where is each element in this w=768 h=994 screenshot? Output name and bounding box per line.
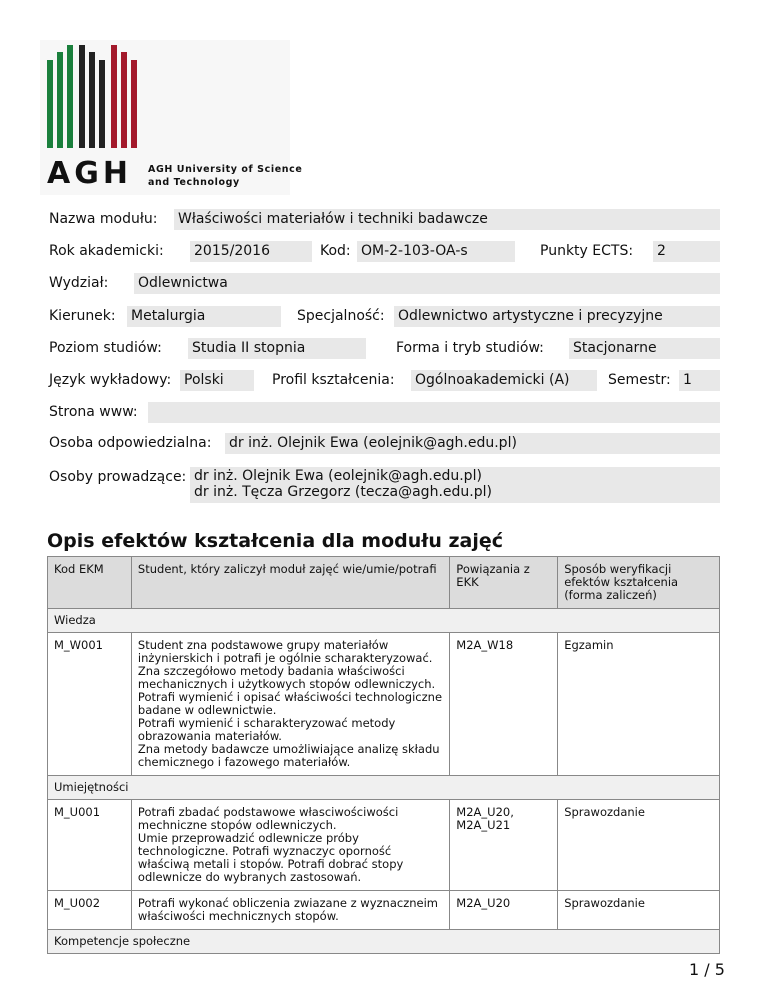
jezyk-label: Język wykładowy: (49, 372, 172, 388)
table-header-row (48, 557, 720, 609)
logo-bar (111, 45, 117, 148)
nazwa-value: Właściwości materiałów i techniki badawcze (174, 209, 720, 230)
semestr-value: 1 (679, 370, 720, 391)
logo-bar (89, 52, 95, 148)
row-method: Sprawozdanie (558, 800, 720, 891)
prowadzacy-1: dr inż. Olejnik Ewa (eolejnik@agh.edu.pl) (194, 468, 482, 484)
logo-bar (121, 52, 127, 148)
semestr-label: Semestr: (608, 372, 671, 388)
poziom-value: Studia II stopnia (188, 338, 366, 359)
effects-table (47, 556, 720, 954)
jezyk-value: Polski (180, 370, 254, 391)
page-number: 1 / 5 (689, 960, 725, 979)
table-header: Student, który zaliczył moduł zajęć wie/umie/potrafi (131, 557, 449, 609)
kod-value: OM-2-103-OA-s (357, 241, 515, 262)
row-code: M_U002 (48, 891, 132, 930)
kierunek-value: Metalurgia (127, 306, 281, 327)
row-ekk: M2A_U20, M2A_U21 (450, 800, 558, 891)
row-ekk: M2A_U20 (450, 891, 558, 930)
prowadzace-label: Osoby prowadzące: (49, 469, 187, 485)
ects-label: Punkty ECTS: (540, 243, 634, 259)
section-label: Umiejętności (48, 776, 720, 800)
table-header: Kod EKM (48, 557, 132, 609)
logo-bar (57, 52, 63, 148)
specjalnosc-value: Odlewnictwo artystyczne i precyzyjne (394, 306, 720, 327)
www-value (148, 402, 720, 423)
logo-subtitle: AGH University of Science and Technology (148, 164, 303, 188)
section-label: Kompetencje społeczne (48, 930, 720, 954)
row-code: M_W001 (48, 633, 132, 776)
row-description: Potrafi zbadać podstawowe własciwościwości mechniczne stopów odlewniczych. Umie przeprowadzić odlewnicze próby technologiczne. Potrafi wyznaczyc oporność właściwą metali i stopów. Potrafi dobrać stopy odlewnicze do wybranych zastosowań. (131, 800, 449, 891)
table-header: Sposób weryfikacji efektów kształcenia (forma zaliczeń) (558, 557, 720, 609)
section-row-wiedza (48, 609, 720, 633)
row-method: Egzamin (558, 633, 720, 776)
logo-bar (131, 60, 137, 148)
profil-value: Ogólnoakademicki (A) (411, 370, 597, 391)
kierunek-label: Kierunek: (49, 308, 116, 324)
logo-text: AGH (47, 156, 132, 191)
logo-bar (99, 60, 105, 148)
logo-bar (67, 45, 73, 148)
forma-label: Forma i tryb studiów: (396, 340, 544, 356)
row-ekk: M2A_W18 (450, 633, 558, 776)
table-header: Powiązania z EKK (450, 557, 558, 609)
prowadzacy-2: dr inż. Tęcza Grzegorz (tecza@agh.edu.pl) (194, 484, 492, 500)
table-row (48, 800, 720, 891)
kod-label: Kod: (320, 243, 351, 259)
nazwa-label: Nazwa modułu: (49, 211, 158, 227)
rok-label: Rok akademicki: (49, 243, 164, 259)
ects-value: 2 (653, 241, 720, 262)
specjalnosc-label: Specjalność: (297, 308, 385, 324)
odpowiedzialna-label: Osoba odpowiedzialna: (49, 435, 212, 451)
www-label: Strona www: (49, 404, 138, 420)
wydzial-label: Wydział: (49, 275, 109, 291)
row-description: Potrafi wykonać obliczenia zwiazane z wyznaczneim właściwości mechnicznych stopów. (131, 891, 449, 930)
logo-bar (47, 60, 53, 148)
table-row (48, 891, 720, 930)
row-method: Sprawozdanie (558, 891, 720, 930)
odpowiedzialna-value: dr inż. Olejnik Ewa (eolejnik@agh.edu.pl) (225, 433, 720, 454)
rok-value: 2015/2016 (190, 241, 312, 262)
wydzial-value: Odlewnictwa (134, 273, 720, 294)
row-description: Student zna podstawowe grupy materiałów inżynierskich i potrafi je ogólnie scharakteryzować. Zna szczegółowo metody badania właściwości mechanicznych i użytkowych stopów odlewniczych. Potrafi wymienić i opisać właściwości technologiczne badane w odlewnictwie. Potrafi wymienić i scharakteryzować metody obrazowania materiałów. Zna metody badawcze umożliwiające analizę składu chemicznego i fazowego materiałów. (131, 633, 449, 776)
section-label: Wiedza (48, 609, 720, 633)
row-code: M_U001 (48, 800, 132, 891)
logo-bar (79, 45, 85, 148)
section-title: Opis efektów kształcenia dla modułu zajęć (47, 530, 504, 552)
section-row-umiejetnosci (48, 776, 720, 800)
forma-value: Stacjonarne (569, 338, 720, 359)
prowadzace-value (190, 467, 720, 503)
table-row (48, 633, 720, 776)
section-row-kompetencje (48, 930, 720, 954)
poziom-label: Poziom studiów: (49, 340, 162, 356)
profil-label: Profil kształcenia: (272, 372, 395, 388)
